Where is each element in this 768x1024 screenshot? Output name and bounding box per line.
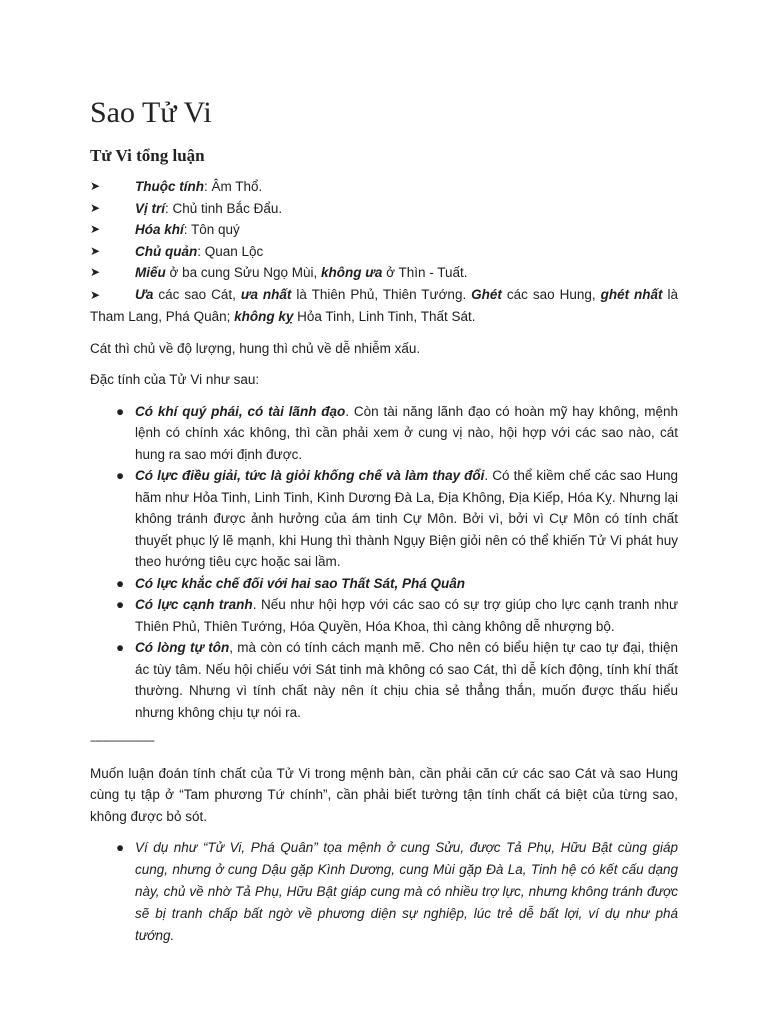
arrow-bullet-icon: ➤ xyxy=(90,200,101,215)
example-item: ● Ví dụ như “Tử Vi, Phá Quân” tọa mệnh ở cung Sửu, được Tả Phụ, Hữu Bật cùng giáp cung, nhưng ở cung Dậu gặp Kình Dương, cung Mùi gặp Đà La, Tinh hệ có kết cấu dạng này, chủ về nhờ Tả Phụ, Hữu Bật giáp cung mà có nhiều trợ lực, nhưng không tránh được sẽ bị tranh chấp bất ngờ về phương diện sự nghiệp, lúc trẻ dễ bất lợi, ví dụ như phá tướng. xyxy=(90,837,678,947)
property-item-ua: ➤ Ưa các sao Cát, ưa nhất là Thiên Phủ, Thiên Tướng. Ghét các sao Hung, ghét nhất là Tham Lang, Phá Quân; không kỵ Hỏa Tinh, Linh Tinh, Thất Sát. xyxy=(90,286,678,324)
property-item: ➤ Thuộc tính: Âm Thổ. xyxy=(90,176,678,198)
example-list xyxy=(90,837,678,947)
round-bullet-icon: ● xyxy=(116,597,125,612)
trait-item: ● Có lòng tự tôn, mà còn có tính cách mạnh mẽ. Cho nên có biểu hiện tự cao tự đại, thiện ác tùy tâm. Nếu hội chiếu với Sát tinh mà không có sao Cát, thì dễ kích động, tính khí thất thường. Nhưng vì tính chất này nên ít chịu chia sẻ thẳng thắn, muốn được thấu hiểu nhưng không chịu tự nói ra. xyxy=(90,637,678,723)
arrow-bullet-icon: ➤ xyxy=(90,243,101,258)
separator-line: ------------------------ xyxy=(90,735,154,747)
round-bullet-icon: ● xyxy=(116,640,125,655)
arrow-bullet-icon: ➤ xyxy=(90,287,101,302)
trait-item: ● Có lực điều giải, tức là giỏi khống chế và làm thay đổi. Có thể kiềm chế các sao Hung hãm như Hỏa Tinh, Linh Tinh, Kình Dương Đà La, Địa Không, Địa Kiếp, Hóa Kỵ. Nhưng lại không tránh được ảnh hưởng của ám tinh Cự Môn. Bởi vì, bởi vì Cự Môn có tính chất thuyết phục lý lẽ mạnh, khi Hung thì thành Ngụy Biện giỏi nên có thể khiến Tử Vi phát huy theo hướng tiêu cực hoặc sai lầm. xyxy=(90,465,678,573)
property-item: ➤ Vị trí: Chủ tinh Bắc Đẩu. xyxy=(90,198,678,220)
round-bullet-icon: ● xyxy=(116,840,125,855)
property-item: ➤ Chủ quản: Quan Lộc xyxy=(90,241,678,263)
paragraph: Muốn luận đoán tính chất của Tử Vi trong mệnh bàn, cần phải căn cứ các sao Cát và sao Hung cùng tụ tập ở “Tam phương Tứ chính”, cần phải biết tường tận tính chất cá biệt của từng sao, không được bỏ sót. xyxy=(90,765,678,824)
section-heading: Tử Vi tổng luận xyxy=(90,146,205,165)
property-item: ➤ Hóa khí: Tôn quý xyxy=(90,219,678,241)
arrow-bullet-icon: ➤ xyxy=(90,179,101,193)
trait-list xyxy=(90,401,678,724)
arrow-bullet-icon: ➤ xyxy=(90,222,101,236)
arrow-bullet-icon: ➤ xyxy=(90,265,101,279)
trait-item: ● Có lực khắc chế đối với hai sao Thất Sát, Phá Quân xyxy=(90,573,678,595)
property-item-mieu: ➤ Miếu ở ba cung Sửu Ngọ Mùi, không ưa ở Thìn - Tuất. xyxy=(90,262,678,284)
round-bullet-icon: ● xyxy=(116,403,125,419)
round-bullet-icon: ● xyxy=(116,575,125,591)
document-body xyxy=(90,176,678,947)
trait-item: ● Có khí quý phái, có tài lãnh đạo. Còn tài năng lãnh đạo có hoàn mỹ hay không, mệnh lệnh có chính xác không, thì cần phải xem ở cung vị nào, hội hợp với các sao nào, cát hung ra sao mới định được. xyxy=(90,401,678,466)
round-bullet-icon: ● xyxy=(116,468,125,483)
property-list xyxy=(90,176,678,284)
paragraph: Cát thì chủ về độ lượng, hung thì chủ về dễ nhiễm xấu. xyxy=(90,340,421,356)
paragraph: Đặc tính của Tử Vi như sau: xyxy=(90,372,260,387)
page-title: Sao Tử Vi xyxy=(90,96,212,129)
trait-item: ● Có lực cạnh tranh. Nếu như hội hợp với các sao có sự trợ giúp cho lực cạnh tranh như Thiên Phủ, Thiên Tướng, Hóa Quyền, Hóa Khoa, thì càng không dễ nhượng bộ. xyxy=(90,594,678,637)
